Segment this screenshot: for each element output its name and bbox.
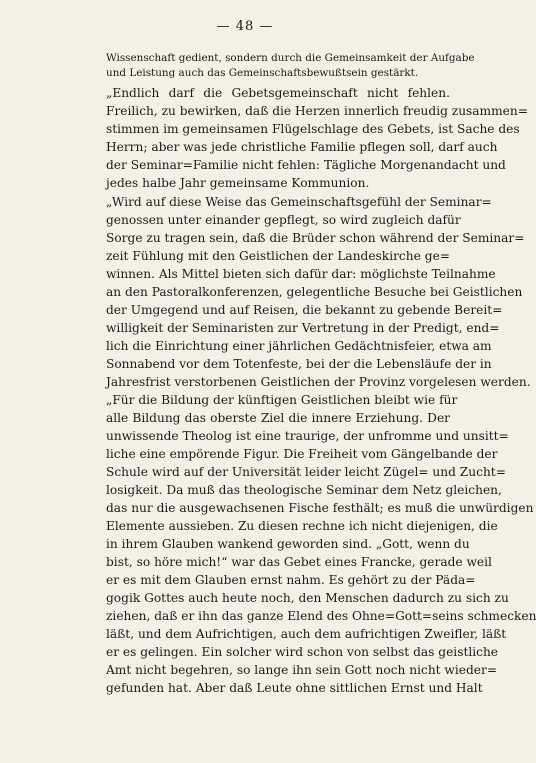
text-line: ziehen, daß er ihn das ganze Elend des Ohne=Gott=seins schmecken <box>106 609 536 623</box>
text-line: „Endlich darf die Gebetsgemeinschaft nicht fehlen. <box>106 86 450 100</box>
text-line: er es mit dem Glauben ernst nahm. Es gehört zu der Päda= <box>106 573 476 587</box>
text-line: er es gelingen. Ein solcher wird schon von selbst das geistliche <box>106 645 499 659</box>
text-line: gefunden hat. Aber daß Leute ohne sittlichen Ernst und Halt <box>106 681 483 695</box>
text-line: Sorge zu tragen sein, daß die Brüder schon während der Seminar= <box>106 231 525 245</box>
text-line: in ihrem Glauben wankend geworden sind. „Gott, wenn du <box>106 537 470 551</box>
text-line: „Wird auf diese Weise das Gemeinschaftsgefühl der Seminar= <box>106 195 492 209</box>
text-line: Sonnabend vor dem Totenfeste, bei der die Lebensläufe der in <box>106 357 492 371</box>
text-line: winnen. Als Mittel bieten sich dafür dar: möglichste Teilnahme <box>106 267 496 281</box>
text-line: Amt nicht begehren, so lange ihn sein Gott noch nicht wieder= <box>106 663 498 677</box>
text-line: genossen unter einander gepflegt, so wird zugleich dafür <box>106 213 461 227</box>
text-line: und Leistung auch das Gemeinschaftsbewußtsein gestärkt. <box>106 67 419 79</box>
text-line: zeit Fühlung mit den Geistlichen der Landeskirche ge= <box>106 249 450 263</box>
text-line: jedes halbe Jahr gemeinsame Kommunion. <box>106 176 370 190</box>
text-line: willigkeit der Seminaristen zur Vertretung in der Predigt, end= <box>106 321 500 335</box>
text-line: läßt, und dem Aufrichtigen, auch dem aufrichtigen Zweifler, läßt <box>106 627 507 641</box>
text-line: bist, so höre mich!“ war das Gebet eines Francke, gerade weil <box>106 555 492 569</box>
text-line: liche eine empörende Figur. Die Freiheit vom Gängelbande der <box>106 447 498 461</box>
text-line: Freilich, zu bewirken, daß die Herzen innerlich freudig zusammen= <box>106 104 528 118</box>
text-line: unwissende Theolog ist eine traurige, der unfromme und unsitt= <box>106 429 509 443</box>
text-line: gogik Gottes auch heute noch, den Menschen dadurch zu sich zu <box>106 591 509 605</box>
text-line: alle Bildung das oberste Ziel die innere Erziehung. Der <box>106 411 450 425</box>
text-line: der Umgegend und auf Reisen, die bekannt zu gebende Bereit= <box>106 303 503 317</box>
page-number: — 48 — <box>216 19 274 34</box>
text-line: losigkeit. Da muß das theologische Seminar dem Netz gleichen, <box>106 483 502 497</box>
text-line: Elemente aussieben. Zu diesen rechne ich nicht diejenigen, die <box>106 519 498 533</box>
text-line: stimmen im gemeinsamen Flügelschlage des Gebets, ist Sache des <box>106 122 520 136</box>
text-line: Schule wird auf der Universität leider leicht Zügel= und Zucht= <box>106 465 506 479</box>
text-line: an den Pastoralkonferenzen, gelegentliche Besuche bei Geistlichen <box>106 285 523 299</box>
text-line: Jahresfrist verstorbenen Geistlichen der Provinz vorgelesen werden. <box>106 375 531 389</box>
text-line: „Für die Bildung der künftigen Geistlichen bleibt wie für <box>106 393 458 407</box>
text-line: das nur die ausgewachsenen Fische festhält; es muß die unwürdigen <box>106 501 534 515</box>
text-line: der Seminar=Familie nicht fehlen: Tägliche Morgenandacht und <box>106 158 506 172</box>
text-line: lich die Einrichtung einer jährlichen Gedächtnisfeier, etwa am <box>106 339 492 353</box>
text-line: Wissenschaft gedient, sondern durch die Gemeinsamkeit der Aufgabe <box>106 52 475 64</box>
text-line: Herrn; aber was jede christliche Familie pflegen soll, darf auch <box>106 140 498 154</box>
